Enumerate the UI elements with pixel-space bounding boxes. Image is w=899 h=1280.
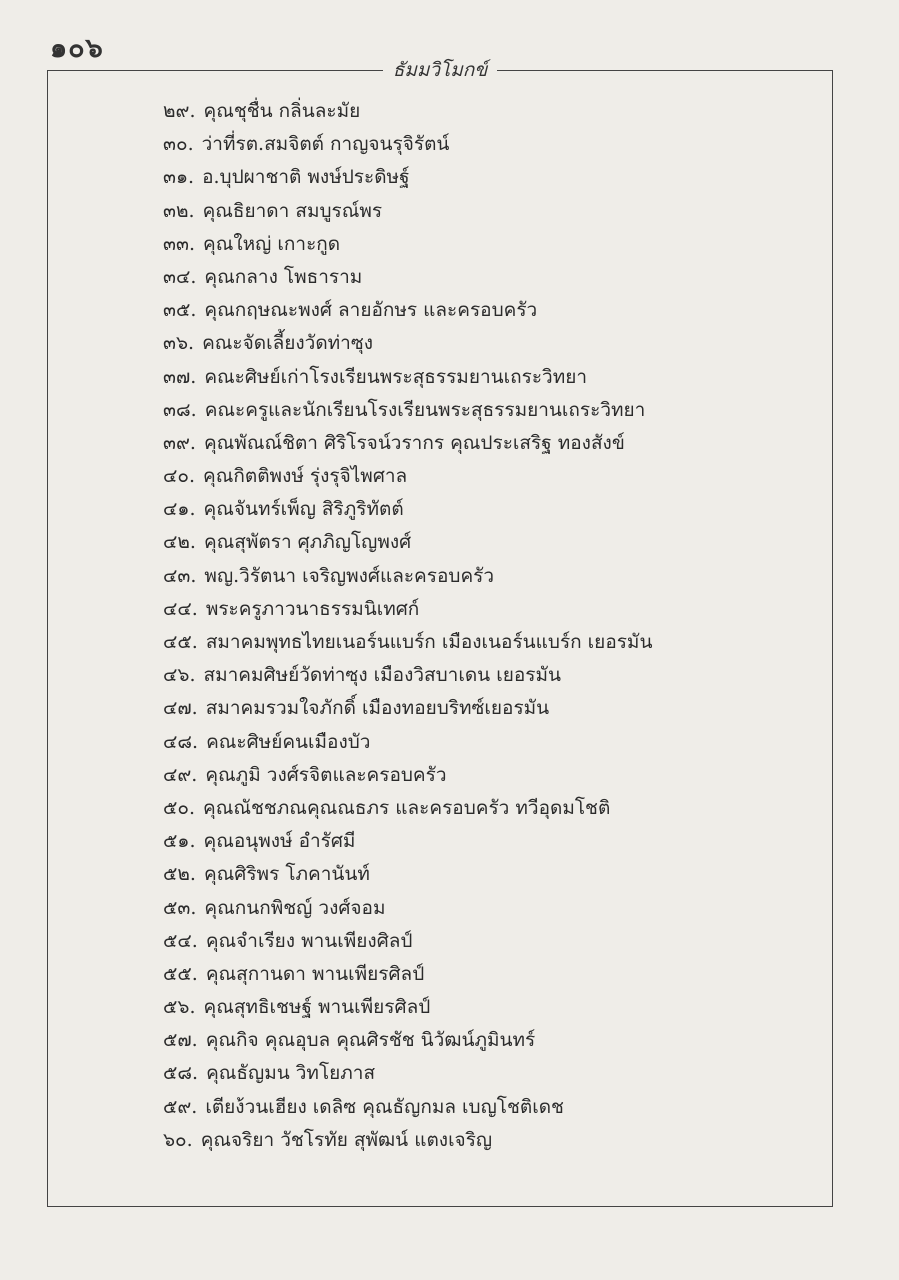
list-item bbox=[163, 659, 652, 692]
list-item bbox=[163, 858, 652, 891]
list-item bbox=[163, 294, 652, 327]
list-item bbox=[163, 1057, 652, 1090]
list-item-number: ๓๙. bbox=[163, 431, 196, 454]
list-item-number: ๕๘. bbox=[163, 1062, 199, 1085]
list-item-text: คณะศิษย์เก่าโรงเรียนพระสุธรรมยานเถระวิทยา bbox=[204, 365, 588, 388]
list-item-number: ๓๘. bbox=[163, 398, 197, 421]
list-item-number: ๒๙. bbox=[163, 100, 196, 122]
list-item bbox=[163, 1124, 652, 1157]
list-item-number: ๔๖. bbox=[163, 664, 196, 687]
list-item-text: คุณณัชชภณคุณณธภร และครอบครัว ทวีอุดมโชติ bbox=[203, 796, 611, 819]
list-item bbox=[163, 228, 652, 261]
list-item bbox=[163, 95, 652, 128]
list-item-number: ๔๘. bbox=[163, 730, 199, 753]
running-head bbox=[48, 55, 832, 85]
donor-list bbox=[163, 95, 652, 1157]
list-item bbox=[163, 759, 652, 792]
list-item-number: ๓๑. bbox=[163, 166, 195, 189]
list-item-number: ๕๑. bbox=[163, 830, 196, 853]
list-item-text: คณะศิษย์คนเมืองบัว bbox=[206, 730, 371, 753]
list-item-text: คุณธิยาดา สมบูรณ์พร bbox=[202, 199, 383, 222]
list-item bbox=[163, 195, 652, 228]
list-item bbox=[163, 892, 652, 925]
list-item bbox=[163, 925, 652, 958]
list-item-number: ๔๙. bbox=[163, 763, 198, 786]
list-item-number: ๕๓. bbox=[163, 896, 197, 919]
list-item-text: คณะครูและนักเรียนโรงเรียนพระสุธรรมยานเถระวิทยา bbox=[204, 398, 646, 421]
list-item-number: ๓๐. bbox=[163, 133, 194, 156]
page-frame bbox=[47, 59, 833, 1207]
list-item-number: ๕๖. bbox=[163, 996, 196, 1019]
list-item bbox=[163, 1091, 652, 1124]
list-item-number: ๔๒. bbox=[163, 531, 196, 554]
list-item-text: คุณจำเรียง พานเพียงศิลป์ bbox=[205, 929, 413, 952]
list-item-number: ๔๗. bbox=[163, 697, 198, 720]
list-item bbox=[163, 327, 652, 360]
list-item-text: คุณชุชื่น กลิ่นละมัย bbox=[203, 100, 361, 122]
list-item-number: ๔๑. bbox=[163, 498, 196, 521]
list-item bbox=[163, 958, 652, 991]
list-item bbox=[163, 394, 652, 427]
list-item-text: คุณสุพัตรา ศุภภิญโญพงศ์ bbox=[203, 531, 412, 554]
list-item-number: ๖๐. bbox=[163, 1128, 193, 1151]
list-item-text: คุณสุทธิเชษฐ์ พานเพียรศิลป์ bbox=[203, 996, 431, 1019]
list-item bbox=[163, 460, 652, 493]
list-item-text: พญ.วิรัตนา เจริญพงศ์และครอบครัว bbox=[204, 564, 495, 587]
list-item-number: ๔๕. bbox=[163, 631, 198, 653]
list-item-number: ๕๙. bbox=[163, 1095, 198, 1118]
list-item-text: คุณกลาง โพธาราม bbox=[204, 265, 363, 288]
list-item bbox=[163, 526, 652, 559]
list-item-number: ๓๓. bbox=[163, 232, 196, 255]
list-item bbox=[163, 493, 652, 526]
list-item-number: ๓๒. bbox=[163, 199, 195, 222]
list-item bbox=[163, 991, 652, 1024]
list-item-number: ๕๔. bbox=[163, 929, 198, 952]
list-item-number: ๕๐. bbox=[163, 796, 196, 819]
list-item-text: คุณอนุพงษ์ อำรัศมี bbox=[203, 830, 356, 853]
list-item-number: ๕๗. bbox=[163, 1029, 198, 1052]
list-item bbox=[163, 626, 652, 659]
list-item-number: ๔๓. bbox=[163, 564, 197, 587]
list-item-number: ๓๖. bbox=[163, 332, 195, 355]
list-item-text: สมาคมศิษย์วัดท่าซุง เมืองวิสบาเดน เยอรมัน bbox=[203, 664, 561, 687]
list-item-text: คุณใหญ่ เกาะกูด bbox=[203, 232, 341, 255]
list-item-text: คุณพัณณ์ชิตา ศิริโรจน์วรากร คุณประเสริฐ ทองสังข์ bbox=[203, 431, 625, 454]
list-item-text: คุณกิจ คุณอุบล คุณศิรชัช นิวัฒน์ภูมินทร์ bbox=[205, 1029, 536, 1052]
list-item bbox=[163, 161, 652, 194]
list-item-number: ๓๔. bbox=[163, 265, 197, 288]
list-item-text: สมาคมรวมใจภักดิ์ เมืองทอยบริทซ์เยอรมัน bbox=[205, 697, 550, 720]
list-item-text: คณะจัดเลี้ยงวัดท่าซุง bbox=[202, 332, 374, 355]
list-item-text: คุณจันทร์เพ็ญ สิริภูริทัตต์ bbox=[203, 498, 404, 521]
list-item-number: ๕๒. bbox=[163, 863, 196, 886]
list-item-text: คุณกนกพิชญ์ วงศ์จอม bbox=[204, 896, 386, 919]
list-item bbox=[163, 427, 652, 460]
list-item-number: ๕๕. bbox=[163, 962, 198, 985]
list-item-text: เตียง้วนเฮียง เดลิซ คุณธัญกมล เบญโชติเดช bbox=[205, 1095, 564, 1118]
list-item-text: คุณศิริพร โภคานันท์ bbox=[203, 863, 370, 886]
list-item-number: ๔๔. bbox=[163, 597, 198, 620]
list-item bbox=[163, 261, 652, 294]
list-item bbox=[163, 560, 652, 593]
list-item bbox=[163, 1024, 652, 1057]
list-item bbox=[163, 726, 652, 759]
list-item-text: คุณสุกานดา พานเพียรศิลป์ bbox=[205, 962, 425, 985]
list-item-text: อ.บุปผาชาติ พงษ์ประดิษฐ์ bbox=[202, 166, 410, 189]
list-item-text: พระครูภาวนาธรรมนิเทศก์ bbox=[205, 597, 420, 620]
list-item-number: ๓๗. bbox=[163, 365, 197, 388]
list-item-text: คุณจริยา วัชโรทัย สุพัฒน์ แตงเจริญ bbox=[200, 1128, 493, 1151]
list-item-text: ว่าที่รต.สมจิตต์ กาญจนรุจิรัตน์ bbox=[201, 133, 450, 156]
list-item bbox=[163, 361, 652, 394]
list-item bbox=[163, 792, 652, 825]
list-item-text: สมาคมพุทธไทยเนอร์นแบร์ก เมืองเนอร์นแบร์ก เยอรมัน bbox=[205, 631, 653, 653]
list-item bbox=[163, 825, 652, 858]
running-head-text: ธัมมวิโมกข์ bbox=[383, 55, 498, 85]
list-item-number: ๔๐. bbox=[163, 465, 196, 488]
list-item-text: คุณภูมิ วงศ์รจิตและครอบครัว bbox=[205, 763, 447, 786]
list-item bbox=[163, 593, 652, 626]
list-item-text: คุณกิตติพงษ์ รุ่งรุจิไพศาล bbox=[203, 465, 408, 488]
list-item-text: คุณกฤษณะพงศ์ ลายอักษร และครอบครัว bbox=[204, 299, 538, 322]
page-number: ๑๐๖ bbox=[50, 33, 104, 64]
list-item-text: คุณธัญมน วิทโยภาส bbox=[206, 1062, 376, 1085]
list-item-number: ๓๕. bbox=[163, 299, 197, 322]
list-item bbox=[163, 692, 652, 725]
list-item bbox=[163, 128, 652, 161]
